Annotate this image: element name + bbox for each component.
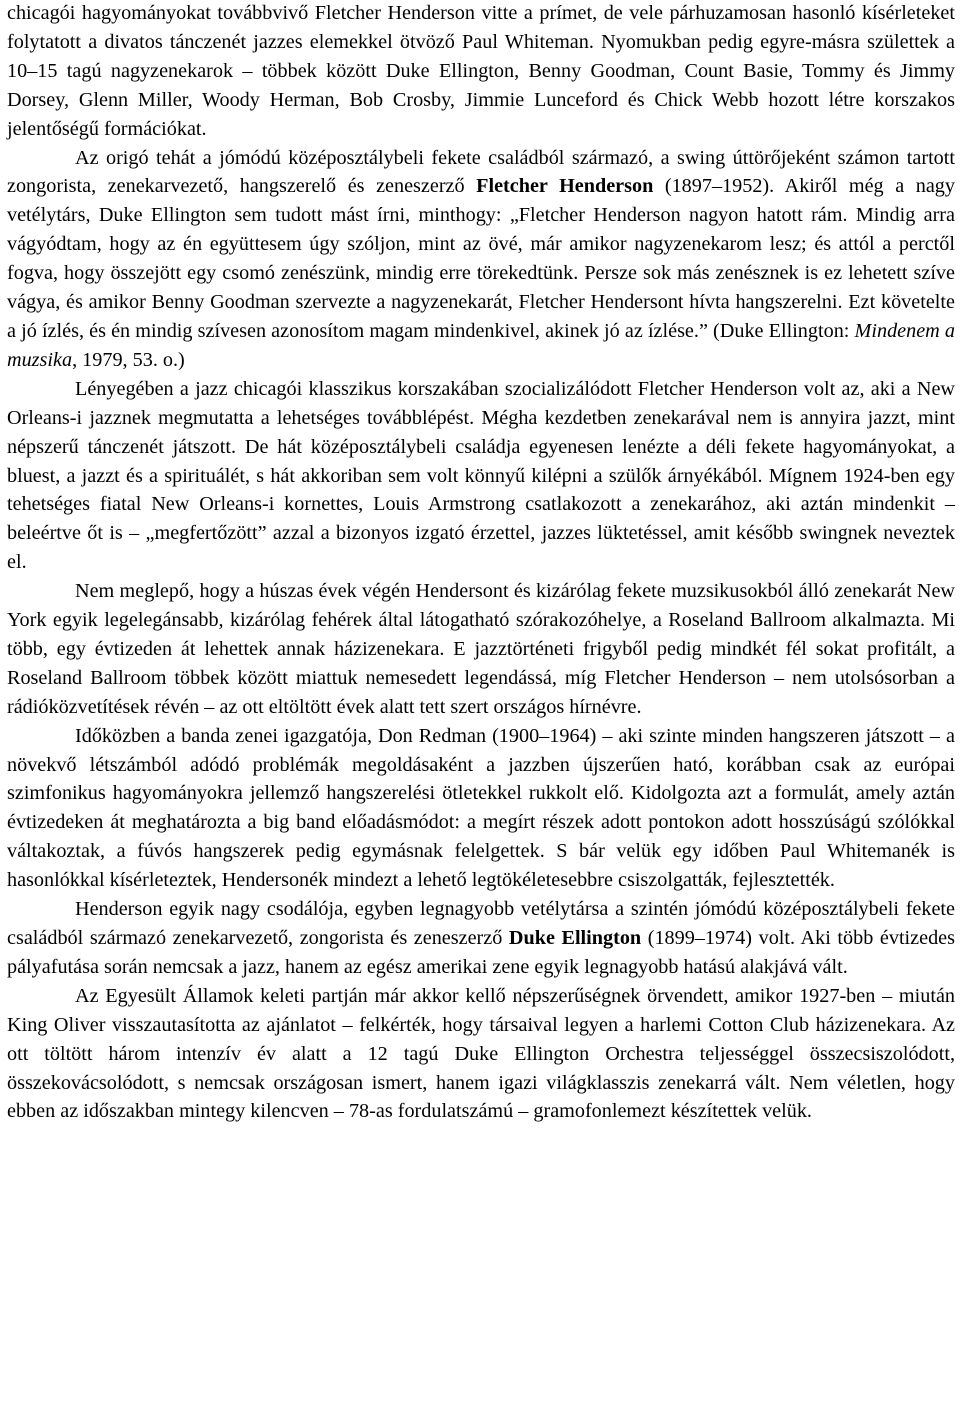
paragraph-6-rest: (1899–1974) volt. Aki több évtizedes pályafutása során nemcsak a jazz, hanem az egész amerikai zene egyik legnagyobb hatású alakjává vált. <box>7 927 955 978</box>
name-fletcher-henderson: Fletcher Henderson <box>476 175 654 198</box>
paragraph-7 <box>7 982 955 1127</box>
paragraph-6-text: Henderson egyik nagy csodálója, egyben legnagyobb vetélytársa a szintén jómódú középosztálybeli fekete családból származó zenekarvezető, zongorista és zeneszerző <box>7 898 955 949</box>
paragraph-1-text: chicagói hagyományokat továbbvivő Fletcher Henderson vitte a prímet, de vele párhuzamosan hasonló kísérleteket folytatott a divatos tánczenét jazzes elemekkel ötvöző Paul Whiteman. Nyomukban pedig egyre-másra születtek a 10–15 tagú nagyzenekarok – többek között Duke Ellington, Benny Goodman, Count Basie, Tommy és Jimmy Dorsey, Glenn Miller, Woody Herman, Bob Crosby, Jimmie Lunceford és Chick Webb hozott létre korszakos jelentőségű formációkat. <box>7 2 955 140</box>
paragraph-2-citation: , 1979, 53. o.) <box>72 348 185 371</box>
paragraph-6 <box>7 895 955 982</box>
paragraph-2 <box>7 144 955 375</box>
paragraph-4-text: Nem meglepő, hogy a húszas évek végén Hendersont és kizárólag fekete muzsikusokból álló zenekarát New York egyik legelegánsabb, kizárólag fehérek által látogatható szórakozóhelye, a Roseland Ballroom alkalmazta. Mi több, egy évtizeden át lehettek annak házizenekara. E jazztörténeti frigyből pedig mindkét fél sokat profitált, a Roseland Ballroom többek között miattuk nemesedett legendássá, míg Fletcher Henderson – nem utolsósorban a rádióközvetítések révén – az ott eltöltött évek alatt tett szert országos hírnévre. <box>7 580 955 718</box>
paragraph-3-text: Lényegében a jazz chicagói klasszikus korszakában szocializálódott Fletcher Henderson volt az, aki a New Orleans-i jazznek megmutatta a lehetséges továbblépést. Mégha kezdetben zenekarával nem is annyira jazzt, mint népszerű tánczenét játszott. De hát középosztálybeli családja egyenesen lenézte a déli fekete hagyományokat, a bluest, a jazzt és a spirituálét, s hát akkoriban sem volt könnyű kilépni a szülők árnyékából. Mígnem 1924-ben egy tehetséges fiatal New Orleans-i kornettes, Louis Armstrong csatlakozott a zenekarához, aki aztán mindenkit – beleértve őt is – „megfertőzött” azzal a bizonyos izgató érzettel, jazzes lüktetéssel, amit később swingnek neveztek el. <box>7 377 955 574</box>
paragraph-7-text: Az Egyesült Államok keleti partján már akkor kellő népszerűségnek örvendett, amikor 1927-ben – miután King Oliver visszautasította az ajánlatot – felkérték, hogy társaival legyen a harlemi Cotton Club házizenekara. Az ott töltött három intenzív év alatt a 12 tagú Duke Ellington Orchestra teljességgel összecsiszolódott, összekovácsolódott, s nemcsak országosan ismert, hanem igazi világklasszis zenekarrá vált. Nem véletlen, hogy ebben az időszakban mintegy kilencven – 78-as fordulatszámú – gramofonlemezt készítettek velük. <box>7 984 955 1123</box>
paragraph-1 <box>7 0 955 144</box>
paragraph-5-text: Időközben a banda zenei igazgatója, Don Redman (1900–1964) – aki szinte minden hangszeren játszott – a növekvő létszámból adódó problémák megoldásaként a jazzben újszerűen ható, korábban csak az európai szimfonikus hagyományokra jellemző hangszerelési ötletekkel rukkolt elő. Kidolgozta azt a formulát, amely aztán évtizedeken át meghatározta a big band előadásmódot: a megírt részek adott pontokon adott hosszúságú szólókkal váltakoztak, a fúvós hangszerek pedig egymásnak felelgettek. S bár velük egy időben Paul Whitemanék is hasonlókkal kísérleteztek, Hendersonék mindezt a lehető legtökéletesebbre csiszolgatták, fejlesztették. <box>7 724 955 892</box>
document-body <box>7 0 955 1126</box>
paragraph-3 <box>7 375 955 577</box>
paragraph-4 <box>7 577 955 722</box>
paragraph-2-text: Az origó tehát a jómódú középosztálybeli fekete családból származó, a swing úttörőjeként számon tartott zongorista, zenekarvezető, hangszerelő és zeneszerző <box>7 146 955 198</box>
book-title: Mindenem a muzsika <box>7 319 955 371</box>
name-duke-ellington: Duke Ellington <box>508 927 642 949</box>
paragraph-5 <box>7 722 955 895</box>
paragraph-2-quote: (1897–1952). Akiről még a nagy vetélytárs, Duke Ellington sem tudott mást írni, minthogy: „Fletcher Henderson nagyon hatott rám. Mindig arra vágyódtam, hogy az én együttesem úgy szóljon, mint az övé, már amikor nagyzenekarom lesz; és attól a perctől fogva, hogy összejött egy csomó zenészünk, mindig erre törekedtünk. Persze sok más zenésznek is ez lehetett szíve vágya, és amikor Benny Goodman szervezte a nagyzenekarát, Fletcher Hendersont hívta hangszerelni. Ezt követelte a jó ízlés, és én mindig szívesen azonosítom magam mindenkivel, akinek jó az ízlése.” (Duke Ellington: <box>7 175 955 342</box>
